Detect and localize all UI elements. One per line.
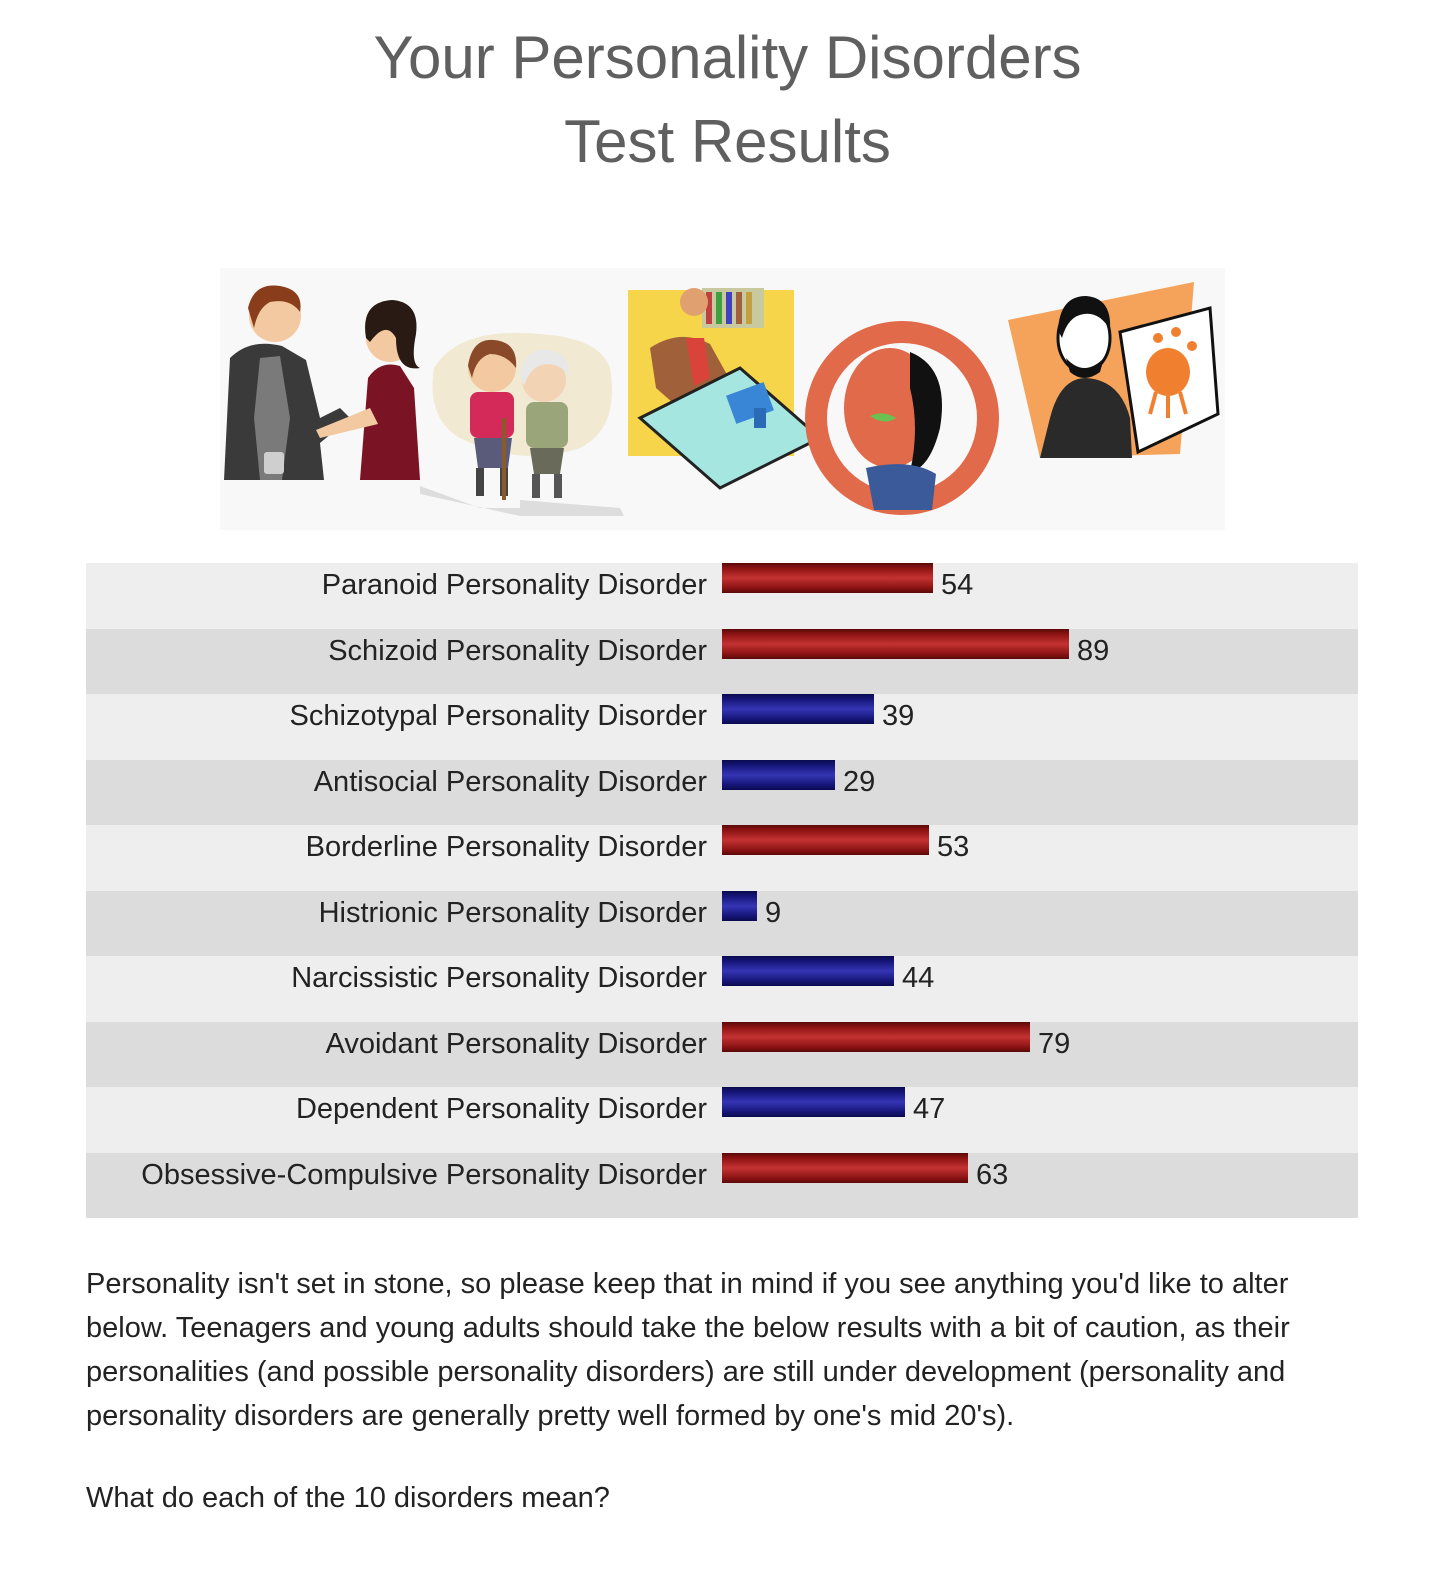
category-label: Obsessive-Compulsive Personality Disorder <box>141 1158 707 1191</box>
bar-value-label: 54 <box>941 569 974 601</box>
category-label: Dependent Personality Disorder <box>295 1093 707 1125</box>
category-label: Schizotypal Personality Disorder <box>289 700 707 732</box>
disorder-scores-chart <box>86 563 1358 1218</box>
chart-row <box>86 760 1358 826</box>
bar <box>722 694 874 724</box>
bar-value-label: 79 <box>1038 1027 1071 1060</box>
chart-row <box>86 891 1358 957</box>
caution-paragraph: Personality isn't set in stone, so please keep that in mind if you see anything you'd like to alter below. Teenagers and young adults should take the below results with a bit of caution, as their personalities (and possible personality disorders) are still under development (personality and personality disorders are generally pretty well formed by one's mid 20's). <box>86 1268 1290 1432</box>
category-label: Schizoid Personality Disorder <box>328 634 707 667</box>
bar-value-label: 89 <box>1077 634 1110 667</box>
bar <box>722 563 933 593</box>
page-title-line-1: Your Personality Disorders <box>373 24 1082 91</box>
bar-value-label: 9 <box>765 896 782 929</box>
people-talking-illustration <box>224 285 420 480</box>
bar-value-label: 47 <box>913 1093 946 1125</box>
bar-value-label: 29 <box>843 765 876 798</box>
artist-drawing-illustration <box>1008 282 1218 458</box>
bar <box>722 760 835 790</box>
bar-value-label: 44 <box>902 962 935 994</box>
helping-elderly-illustration <box>420 333 624 516</box>
bar <box>722 1087 905 1117</box>
bar-value-label: 39 <box>882 700 915 732</box>
chart-row <box>86 629 1358 695</box>
category-label: Borderline Personality Disorder <box>305 831 707 863</box>
chart-row <box>86 1087 1358 1153</box>
bar <box>722 1153 968 1183</box>
category-label: Histrionic Personality Disorder <box>318 896 707 929</box>
category-label: Paranoid Personality Disorder <box>321 569 707 601</box>
bar <box>722 956 894 986</box>
category-label: Antisocial Personality Disorder <box>313 765 707 798</box>
disorders-question: What do each of the 10 disorders mean? <box>86 1482 610 1514</box>
chart-row <box>86 825 1358 891</box>
chart-row <box>86 563 1358 629</box>
personality-illustration <box>220 268 1225 530</box>
category-label: Narcissistic Personality Disorder <box>291 962 707 994</box>
bar <box>722 629 1069 659</box>
chart-row <box>86 694 1358 760</box>
category-label: Avoidant Personality Disorder <box>325 1027 707 1060</box>
bar <box>722 1022 1030 1052</box>
man-at-desk-illustration <box>628 288 820 488</box>
confused-woman-illustration <box>816 332 988 510</box>
chart-row <box>86 1022 1358 1088</box>
chart-row <box>86 956 1358 1022</box>
bar-value-label: 53 <box>937 831 970 863</box>
bar <box>722 891 757 921</box>
page-title-line-2: Test Results <box>564 108 891 175</box>
bar <box>722 825 929 855</box>
bar-value-label: 63 <box>976 1158 1009 1191</box>
chart-row <box>86 1153 1358 1219</box>
